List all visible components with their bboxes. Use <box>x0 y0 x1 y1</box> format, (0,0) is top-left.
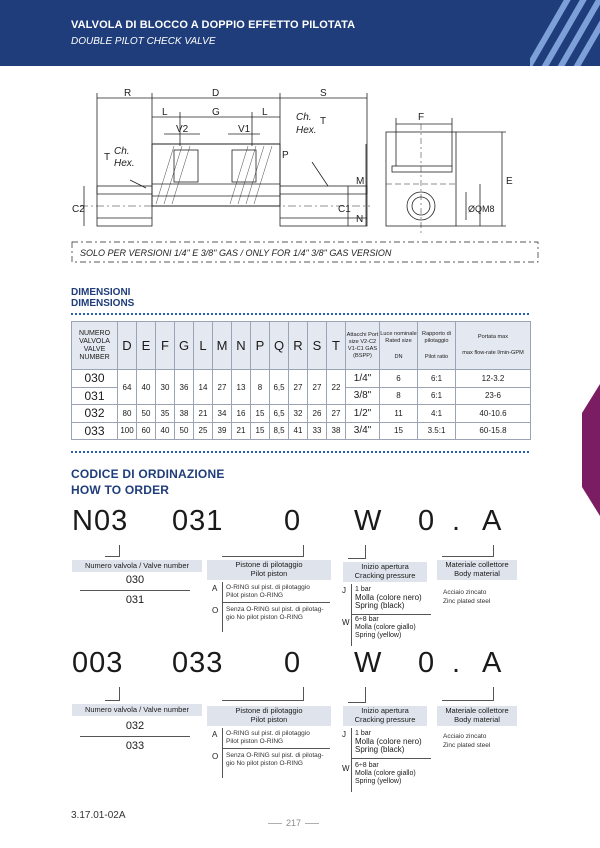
code-part-dot: . <box>452 647 462 679</box>
cell-dn: 15 <box>380 422 418 440</box>
cracking-option-j-letter: J <box>342 730 346 739</box>
code-part-valve: 033 <box>172 647 224 679</box>
table-row <box>72 405 531 423</box>
dim-label-f: F <box>418 112 425 123</box>
cell-port: 3/8" <box>346 387 380 405</box>
cracking-option-j-line3: Spring (black) <box>355 601 405 610</box>
page-number: 217 <box>286 818 302 828</box>
leader-material <box>442 545 494 557</box>
cell-n: 21 <box>232 422 251 440</box>
cell-d: 100 <box>118 422 137 440</box>
cracking-label-en: Cracking pressure <box>354 715 416 724</box>
dim-label-d: D <box>212 88 220 99</box>
dim-label-q: ØQ <box>468 204 483 214</box>
cell-t: 38 <box>327 422 346 440</box>
valve-divider <box>80 590 190 591</box>
code-part-piston: 0 <box>284 647 302 679</box>
dimensions-heading-en: DIMENSIONS <box>71 298 135 309</box>
cracking-option-j-letter: J <box>342 586 346 595</box>
piston-option-o-line2: gio No pilot piston O-RING <box>226 760 303 767</box>
leader-piston <box>222 687 304 701</box>
cell-e: 60 <box>137 422 156 440</box>
material-label-it: Materiale collettore <box>445 706 509 715</box>
leader-material <box>442 687 494 701</box>
cell-dn: 11 <box>380 405 418 423</box>
piston-divider <box>222 602 330 603</box>
piston-option-a-text <box>226 730 336 746</box>
cell-flow: 23-6 <box>456 387 531 405</box>
cell-s: 33 <box>308 422 327 440</box>
material-label <box>437 560 517 580</box>
dim-label-p: P <box>282 150 289 161</box>
hex-label-right-hex: Hex. <box>296 125 317 136</box>
piston-option-o-text <box>226 606 336 622</box>
valve-option-1: 030 <box>125 574 145 586</box>
row-code-030: 030 <box>72 370 118 388</box>
valve-divider <box>80 736 190 737</box>
cell-e: 50 <box>137 405 156 423</box>
code-part-zero: 0 <box>418 647 436 679</box>
cell-port: 1/2" <box>346 405 380 423</box>
cell-port: 1/4" <box>346 370 380 388</box>
title-english: DOUBLE PILOT CHECK VALVE <box>71 36 216 47</box>
col-header-t: T <box>327 322 346 370</box>
cracking-option-j-text <box>355 586 435 610</box>
row-code-031: 031 <box>72 387 118 405</box>
leader-cracking <box>348 545 366 559</box>
cracking-option-w-text <box>355 616 435 640</box>
row-code-032: 032 <box>72 405 118 423</box>
material-label-en: Body material <box>454 569 500 578</box>
cell-r: 27 <box>289 370 308 405</box>
cracking-label-it: Inizio apertura <box>361 562 409 571</box>
leader-piston <box>222 545 304 557</box>
cracking-bracket <box>351 584 352 646</box>
piston-option-a-line1: O-RING sul pist. di pilotaggio <box>226 584 310 591</box>
col-header-dn <box>380 322 418 370</box>
cell-t: 22 <box>327 370 346 405</box>
cell-s: 26 <box>308 405 327 423</box>
cracking-option-w-line3: Spring (yellow) <box>355 632 402 639</box>
cell-dn: 6 <box>380 370 418 388</box>
cracking-option-j-line2: Molla (colore nero) <box>355 593 422 602</box>
code-part-material: A <box>482 647 503 679</box>
technical-drawing <box>70 84 540 270</box>
cell-ratio: 3.5:1 <box>418 422 456 440</box>
leader-valve <box>105 687 120 701</box>
cracking-divider <box>351 614 431 615</box>
cell-m: 27 <box>213 370 232 405</box>
cracking-option-w-letter: W <box>342 618 350 627</box>
col-header-l: L <box>194 322 213 370</box>
piston-option-o-letter: O <box>212 752 219 761</box>
cell-l: 25 <box>194 422 213 440</box>
code-part-prefix: 003 <box>72 647 124 679</box>
col-header-ratio-top: Rapporto di pilotaggio <box>422 330 451 344</box>
col-header-s: S <box>308 322 327 370</box>
cell-flow: 12-3.2 <box>456 370 531 388</box>
dim-label-l-left: L <box>162 107 168 118</box>
cell-r: 32 <box>289 405 308 423</box>
piston-label-it: Pistone di pilotaggio <box>235 706 303 715</box>
col-header-m: M <box>213 322 232 370</box>
cell-f: 30 <box>156 370 175 405</box>
cracking-label-en: Cracking pressure <box>354 571 416 580</box>
cell-t: 27 <box>327 405 346 423</box>
dim-label-n: N <box>356 214 364 225</box>
cell-port: 3/4" <box>346 422 380 440</box>
col-header-e: E <box>137 322 156 370</box>
piston-option-a-line1: O-RING sul pist. di pilotaggio <box>226 730 310 737</box>
piston-label <box>207 560 331 580</box>
piston-label-en: Pilot piston <box>250 715 288 724</box>
col-header-dn-top: Luce nominale Rated size <box>380 330 417 344</box>
hex-label-left-ch: Ch. <box>114 146 130 157</box>
col-header-flow-bottom: max flow-rate l/min-GPM <box>462 350 524 356</box>
cracking-label <box>343 706 427 726</box>
cracking-option-w-text <box>355 762 435 786</box>
col-header-ratio <box>418 322 456 370</box>
piston-option-o-line1: Senza O-RING sul pist. di pilotag- <box>226 752 324 759</box>
valve-option-2: 033 <box>125 740 145 752</box>
piston-bracket <box>222 728 223 778</box>
piston-option-a-text <box>226 584 336 600</box>
valve-option-2: 031 <box>125 594 145 606</box>
cell-q: 6,5 <box>270 370 289 405</box>
col-header-flow <box>456 322 531 370</box>
cell-g: 50 <box>175 422 194 440</box>
cell-flow: 60-15.8 <box>456 422 531 440</box>
row-code-033: 033 <box>72 422 118 440</box>
cell-ratio: 6:1 <box>418 387 456 405</box>
code-part-dot: . <box>452 505 462 537</box>
code-part-material: A <box>482 505 503 537</box>
cell-g: 38 <box>175 405 194 423</box>
table-row <box>72 422 531 440</box>
cell-q: 6,5 <box>270 405 289 423</box>
col-header-p: P <box>251 322 270 370</box>
code-part-valve: 031 <box>172 505 224 537</box>
cracking-option-j-line1: 1 bar <box>355 586 371 593</box>
piston-bracket <box>222 582 223 632</box>
piston-label <box>207 706 331 726</box>
code-part-cracking: W <box>354 505 383 537</box>
header-stripes <box>530 0 600 66</box>
cracking-option-w-line3: Spring (yellow) <box>355 778 402 785</box>
cracking-option-w-line2: Molla (colore giallo) <box>355 624 416 631</box>
cracking-option-j-line2: Molla (colore nero) <box>355 737 422 746</box>
valve-number-label: Numero valvola / Valve number <box>72 560 202 572</box>
cell-d: 80 <box>118 405 137 423</box>
dim-label-c2: C2 <box>72 204 85 215</box>
dim-label-v2: V2 <box>176 124 189 135</box>
material-label-it: Materiale collettore <box>445 560 509 569</box>
dim-label-s: S <box>320 88 327 99</box>
col-header-ports: Attacchi Port size V2-C2 V1-C1 GAS (BSPP) <box>346 322 380 370</box>
piston-option-a-line2: Pilot piston O-RING <box>226 592 284 599</box>
piston-divider <box>222 748 330 749</box>
dim-label-m8: M8 <box>482 204 495 214</box>
cracking-option-j-line1: 1 bar <box>355 730 371 737</box>
leader-valve <box>105 545 120 557</box>
col-header-ratio-bottom: Pilot ratio <box>424 353 449 360</box>
cell-q: 8,5 <box>270 422 289 440</box>
dimensions-table <box>71 321 531 440</box>
hex-label-left-t: T <box>104 152 111 163</box>
piston-option-o-text <box>226 752 336 768</box>
col-header-n: N <box>232 322 251 370</box>
code-part-prefix: N03 <box>72 505 129 537</box>
col-header-r: R <box>289 322 308 370</box>
cracking-label-it: Inizio apertura <box>361 706 409 715</box>
dim-label-g: G <box>212 107 220 118</box>
document-code: 3.17.01-02A <box>71 810 126 821</box>
material-line1: Acciaio zincato <box>443 733 487 740</box>
cell-e: 40 <box>137 370 156 405</box>
piston-option-o-letter: O <box>212 606 219 615</box>
material-label-en: Body material <box>454 715 500 724</box>
piston-option-o-line1: Senza O-RING sul pist. di pilotag- <box>226 606 324 613</box>
code-part-zero: 0 <box>418 505 436 537</box>
col-header-d: D <box>118 322 137 370</box>
cell-flow: 40-10.6 <box>456 405 531 423</box>
hex-label-left-hex: Hex. <box>114 158 135 169</box>
dim-label-c1: C1 <box>338 204 351 215</box>
cell-f: 40 <box>156 422 175 440</box>
col-header-f: F <box>156 322 175 370</box>
table-row <box>72 370 531 388</box>
col-header-number: NUMERO VALVOLA VALVE NUMBER <box>72 322 118 370</box>
piston-option-a-line2: Pilot piston O-RING <box>226 738 284 745</box>
hex-label-right-ch: Ch. <box>296 112 312 123</box>
cell-g: 36 <box>175 370 194 405</box>
code-part-piston: 0 <box>284 505 302 537</box>
cell-dn: 8 <box>380 387 418 405</box>
material-line2: Zinc plated steel <box>443 598 491 605</box>
order-heading-en: HOW TO ORDER <box>71 483 170 497</box>
piston-option-o-line2: gio No pilot piston O-RING <box>226 614 303 621</box>
col-header-dn-bottom: DN <box>394 353 403 360</box>
col-header-g: G <box>175 322 194 370</box>
code-part-cracking: W <box>354 647 383 679</box>
cracking-option-j-text <box>355 730 435 754</box>
cell-n: 16 <box>232 405 251 423</box>
cracking-option-j-line3: Spring (black) <box>355 745 405 754</box>
side-accent-tab <box>582 384 600 516</box>
material-line2: Zinc plated steel <box>443 742 491 749</box>
cell-ratio: 4:1 <box>418 405 456 423</box>
col-header-flow-top: Portata max <box>477 334 509 340</box>
dimensions-divider <box>71 313 531 315</box>
dimensions-heading-it: DIMENSIONI <box>71 287 131 298</box>
dimensions-header-row <box>72 322 531 370</box>
cell-ratio: 6:1 <box>418 370 456 388</box>
dim-label-l-right: L <box>262 107 268 118</box>
piston-option-a-letter: A <box>212 730 218 739</box>
header-bar <box>0 0 600 66</box>
dim-label-r: R <box>124 88 132 99</box>
cell-f: 35 <box>156 405 175 423</box>
cell-p: 15 <box>251 405 270 423</box>
cracking-option-w-line2: Molla (colore giallo) <box>355 770 416 777</box>
drawing-note: SOLO PER VERSIONI 1/4" E 3/8" GAS / ONLY FOR 1/4" 3/8" GAS VERSION <box>80 248 392 258</box>
cell-d: 64 <box>118 370 137 405</box>
col-header-q: Q <box>270 322 289 370</box>
material-option <box>443 732 523 750</box>
piston-label-it: Pistone di pilotaggio <box>235 560 303 569</box>
cell-l: 21 <box>194 405 213 423</box>
cell-s: 27 <box>308 370 327 405</box>
leader-cracking <box>348 687 366 703</box>
material-line1: Acciaio zincato <box>443 589 487 596</box>
cell-m: 39 <box>213 422 232 440</box>
cell-n: 13 <box>232 370 251 405</box>
piston-option-a-letter: A <box>212 584 218 593</box>
dim-label-v1: V1 <box>238 124 251 135</box>
hex-label-right-t: T <box>320 116 327 127</box>
title-italian: VALVOLA DI BLOCCO A DOPPIO EFFETTO PILOTATA <box>71 19 356 31</box>
cell-m: 34 <box>213 405 232 423</box>
cell-p: 8 <box>251 370 270 405</box>
dim-label-e: E <box>506 176 513 187</box>
valve-number-label: Numero valvola / Valve number <box>72 704 202 716</box>
cracking-option-w-letter: W <box>342 764 350 773</box>
material-option <box>443 588 523 606</box>
cracking-option-w-line1: 6÷8 bar <box>355 762 379 769</box>
cracking-divider <box>351 758 431 759</box>
valve-option-1: 032 <box>125 720 145 732</box>
piston-label-en: Pilot piston <box>250 569 288 578</box>
cell-p: 15 <box>251 422 270 440</box>
cracking-label <box>343 562 427 582</box>
cell-l: 14 <box>194 370 213 405</box>
cracking-bracket <box>351 728 352 792</box>
material-label <box>437 706 517 726</box>
cracking-option-w-line1: 6÷8 bar <box>355 616 379 623</box>
order-heading-it: CODICE DI ORDINAZIONE <box>71 467 225 481</box>
cell-r: 41 <box>289 422 308 440</box>
dim-label-m: M <box>356 176 365 187</box>
order-divider <box>71 451 531 453</box>
